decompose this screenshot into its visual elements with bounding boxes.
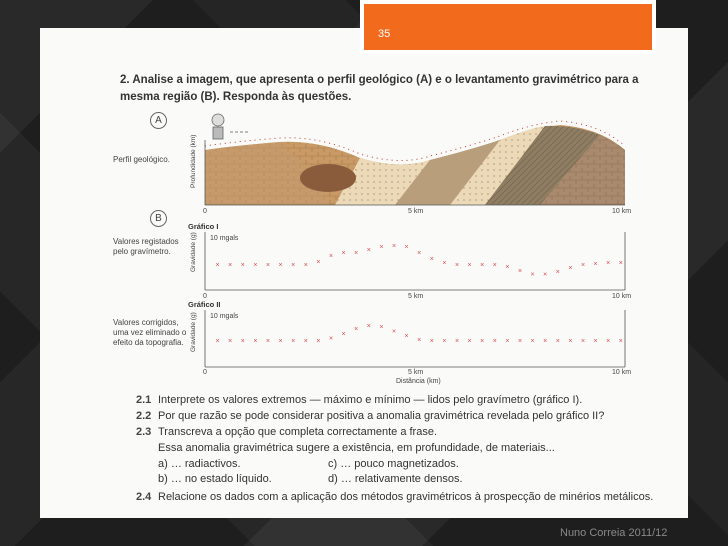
side-label-corrected: Valores corrigidos, uma vez eliminado o efeito da topografia. (113, 318, 187, 347)
data-point: × (291, 262, 296, 269)
data-point: × (265, 338, 271, 345)
data-point: × (580, 338, 586, 345)
data-point: × (606, 260, 611, 268)
data-point: × (593, 260, 598, 268)
data-point: × (568, 338, 573, 345)
question-2-1: 2.1 Interprete os valores extremos — máximo e mínimo — lidos pelo gravímetro (gráfico I). (136, 394, 583, 406)
data-point: × (404, 244, 409, 251)
data-point: × (316, 259, 321, 266)
gravimeter-icon (213, 127, 223, 139)
question-text: Analise a imagem, que apresenta o perfil geológico (A) e o levantamento gravimétrico para a mesma região (B). Responda às questões. (120, 74, 639, 103)
profile-tick-5: 5 km (408, 208, 424, 215)
data-point: × (543, 271, 548, 279)
data-point: × (316, 338, 321, 345)
data-point: × (366, 247, 371, 254)
data-point: × (328, 335, 334, 343)
data-point: × (379, 324, 384, 332)
question-2-2: 2.2 Por que razão se pode considerar positiva a anomalia gravimétrica revelada pelo gráfico II? (136, 410, 605, 422)
data-point: × (429, 338, 434, 345)
axis-depth-label: Profundidade (km) (190, 134, 197, 188)
graph2-tick-5: 5 km (408, 369, 424, 376)
graph1-tick-10: 10 km (612, 293, 632, 300)
data-point: × (618, 338, 623, 345)
data-point: × (467, 262, 472, 269)
data-point: × (303, 338, 308, 345)
side-label-gravimeter: Valores registados pelo gravímetro. (113, 237, 179, 256)
question-2-3: 2.3 Transcreva a opção que completa correctamente a frase. (136, 426, 438, 438)
data-point: × (291, 338, 296, 345)
data-point: × (606, 338, 611, 345)
data-point: × (253, 338, 258, 345)
data-point: × (593, 338, 598, 345)
data-point: × (555, 338, 560, 345)
option-d: d) … relativamente densos. (328, 473, 463, 485)
data-point: × (354, 250, 359, 257)
option-b: b) … no estado líquido. (158, 473, 272, 485)
data-point: × (618, 260, 623, 268)
data-point: × (505, 338, 510, 345)
graph1-title: Gráfico I (188, 222, 219, 231)
graph2-scale: 10 mgals (210, 313, 239, 320)
data-point: × (555, 269, 560, 277)
graph2-title: Gráfico II (188, 300, 221, 309)
dense-body (300, 164, 356, 192)
question-number: 2. (120, 74, 130, 86)
data-point: × (278, 262, 283, 269)
option-a: a) … radiactivos. (158, 458, 241, 470)
graph2-xlabel: Distância (km) (396, 378, 441, 385)
data-point: × (404, 333, 409, 341)
data-point: × (228, 338, 233, 345)
data-point: × (379, 244, 384, 251)
graph1-tick-5: 5 km (408, 293, 424, 300)
data-point: × (454, 262, 460, 269)
data-point: × (278, 338, 283, 345)
profile-tick-0: 0 (203, 208, 207, 215)
data-point: × (240, 262, 245, 269)
data-point: × (467, 338, 472, 345)
graph1-series (216, 243, 623, 279)
data-point: × (442, 260, 447, 268)
graph1-ylabel: Gravidade (g) (190, 232, 197, 272)
profile-tick-10: 10 km (612, 208, 632, 215)
label-a: A (150, 112, 167, 129)
side-label-profile: Perfil geológico. (113, 155, 170, 164)
data-point: × (417, 250, 422, 257)
data-point: × (265, 262, 271, 269)
data-point: × (580, 262, 586, 269)
gravimeter-dial-icon (212, 114, 224, 126)
data-point: × (391, 242, 397, 250)
data-point: × (517, 268, 523, 275)
graph2-ylabel: Gravidade (g) (190, 312, 197, 352)
slide-number: 35 (378, 28, 391, 40)
data-point: × (240, 338, 245, 345)
data-point: × (341, 330, 346, 338)
graph2-series (216, 323, 623, 345)
graph1-scale: 10 mgals (210, 235, 239, 242)
data-point: × (530, 338, 535, 345)
data-point: × (492, 262, 497, 269)
data-point: × (303, 262, 308, 269)
data-point: × (442, 338, 447, 345)
data-point: × (341, 250, 346, 257)
option-c: c) … pouco magnetizados. (328, 458, 459, 470)
data-point: × (543, 338, 548, 345)
data-point: × (517, 338, 523, 345)
data-point: × (480, 338, 485, 345)
data-point: × (253, 262, 258, 269)
data-point: × (354, 326, 359, 333)
data-point: × (429, 256, 434, 263)
data-point: × (391, 328, 397, 336)
data-point: × (454, 338, 460, 345)
graph1-tick-0: 0 (203, 293, 207, 300)
data-point: × (530, 271, 535, 279)
data-point: × (480, 262, 485, 269)
question-2-4: 2.4 Relacione os dados com a aplicação dos métodos gravimétricos à prospecção de minérios metálicos. (136, 491, 654, 503)
data-point: × (215, 338, 220, 345)
footer-author: Nuno Correia 2011/12 (560, 527, 668, 539)
data-point: × (417, 336, 422, 344)
data-point: × (328, 253, 334, 260)
data-point: × (215, 262, 220, 269)
data-point: × (228, 262, 233, 269)
data-point: × (492, 338, 497, 345)
data-point: × (505, 263, 510, 271)
data-point: × (568, 265, 573, 272)
data-point: × (366, 323, 371, 330)
label-b: B (150, 210, 167, 227)
graph2-tick-0: 0 (203, 369, 207, 376)
graph2-tick-10: 10 km (612, 369, 632, 376)
question-2-3-statement: Essa anomalia gravimétrica sugere a existência, em profundidade, de materiais... (158, 442, 555, 454)
